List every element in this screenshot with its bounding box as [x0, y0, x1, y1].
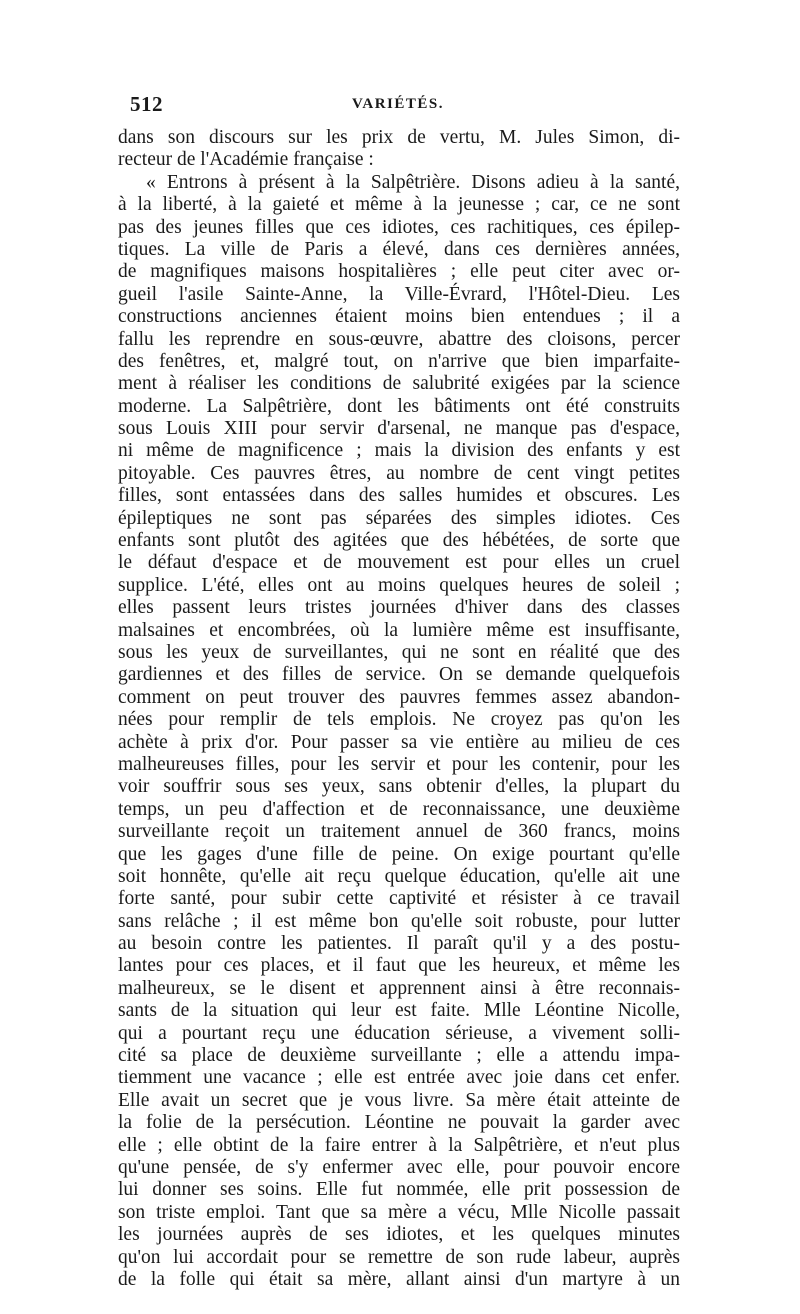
- text-line: que les gages d'une fille de peine. On exige pourtant qu'elle: [118, 843, 680, 865]
- text-line: nées pour remplir de tels emplois. Ne croyez pas qu'on les: [118, 709, 680, 731]
- text-line: gardiennes et des filles de service. On se demande quelquefois: [118, 664, 680, 686]
- body-text: [118, 127, 680, 1314]
- text-line: fallu les reprendre en sous-œuvre, abattre des cloisons, percer: [118, 328, 680, 350]
- text-line: les journées auprès de ses idiotes, et les quelques minutes: [118, 1224, 680, 1246]
- text-line: recteur de l'Académie française :: [118, 149, 374, 171]
- text-line: ni même de magnificence ; mais la division des enfants y est: [118, 440, 680, 462]
- text-line: épileptiques ne sont pas séparées des simples idiotes. Ces: [118, 507, 680, 529]
- text-line: sans relâche ; il est même bon qu'elle soit robuste, pour lutter: [118, 910, 680, 932]
- text-line: de la folle qui était sa mère, allant ainsi d'un martyre à un: [118, 1268, 680, 1290]
- text-line: temps, un peu d'affection et de reconnaissance, une deuxième: [118, 798, 680, 820]
- text-line: qu'on lui accordait pour se remettre de son rude labeur, auprès: [118, 1246, 680, 1268]
- text-line: malheureuses filles, pour les servir et pour les contenir, pour les: [118, 753, 680, 775]
- text-line: malheureux, se le disent et apprennent ainsi à être reconnais-: [118, 977, 680, 999]
- text-line: tiques. La ville de Paris a élevé, dans ces dernières années,: [118, 238, 680, 260]
- text-line: lantes pour ces places, et il faut que les heureux, et même les: [118, 955, 680, 977]
- text-line: pitoyable. Ces pauvres êtres, au nombre de cent vingt petites: [118, 462, 680, 484]
- page-number: 512: [130, 92, 163, 116]
- text-line: lui donner ses soins. Elle fut nommée, elle prit possession de: [118, 1179, 680, 1201]
- running-head: [118, 92, 678, 120]
- text-line: comment on peut trouver des pauvres femmes assez abandon-: [118, 686, 680, 708]
- text-line: tiemment une vacance ; elle est entrée avec joie dans cet enfer.: [118, 1067, 680, 1089]
- text-line: dans son discours sur les prix de vertu, M. Jules Simon, di-: [118, 127, 680, 148]
- text-line: le défaut d'espace et de mouvement est pour elles un cruel: [118, 552, 680, 574]
- text-line: au besoin contre les patientes. Il paraît qu'il y a des postu-: [118, 933, 680, 955]
- text-line: achète à prix d'or. Pour passer sa vie entière au milieu de ces: [118, 731, 680, 753]
- text-line: moderne. La Salpêtrière, dont les bâtiments ont été construits: [118, 395, 680, 417]
- running-title: VARIÉTÉS.: [351, 96, 444, 112]
- text-line: pas des jeunes filles que ces idiotes, ces rachitiques, ces épilep-: [118, 216, 680, 238]
- text-line: de magnifiques maisons hospitalières ; elle peut citer avec or-: [118, 261, 680, 283]
- text-line: sous les yeux de surveillantes, qui ne sont en réalité que des: [118, 641, 680, 663]
- text-line: gueil l'asile Sainte-Anne, la Ville-Évrard, l'Hôtel-Dieu. Les: [118, 283, 680, 305]
- text-line: sants de la situation qui leur est faite. Mlle Léontine Nicolle,: [118, 1000, 680, 1022]
- text-line: soit honnête, qu'elle ait reçu quelque éducation, qu'elle ait une: [118, 865, 680, 887]
- text-line: sous Louis XIII pour servir d'arsenal, ne manque pas d'espace,: [118, 418, 680, 440]
- text-line: Elle avait un secret que je vous livre. Sa mère était atteinte de: [118, 1089, 680, 1111]
- text-line: elles passent leurs tristes journées d'hiver dans des classes: [118, 597, 680, 619]
- text-line: son triste emploi. Tant que sa mère a vécu, Mlle Nicolle passait: [118, 1201, 680, 1223]
- text-line: surveillante reçoit un traitement annuel de 360 francs, moins: [118, 821, 680, 843]
- text-line: « Entrons à présent à la Salpêtrière. Disons adieu à la santé,: [146, 171, 680, 193]
- text-line: constructions anciennes étaient moins bien entendues ; il a: [118, 306, 680, 328]
- text-line: enfants sont plutôt des agitées que des hébétées, de sorte que: [118, 530, 680, 552]
- text-line: elle ; elle obtint de la faire entrer à la Salpêtrière, et n'eut plus: [118, 1134, 680, 1156]
- text-line: à la liberté, à la gaieté et même à la jeunesse ; car, ce ne sont: [118, 194, 680, 216]
- text-line: forte santé, pour subir cette captivité et résister à ce travail: [118, 888, 680, 910]
- text-line: la folie de la persécution. Léontine ne pouvait la garder avec: [118, 1112, 680, 1134]
- text-line: malsaines et encombrées, où la lumière même est insuffisante,: [118, 619, 680, 641]
- text-line: cité sa place de deuxième surveillante ; elle a attendu impa-: [118, 1045, 680, 1067]
- text-line: filles, sont entassées dans des salles humides et obscures. Les: [118, 485, 680, 507]
- text-line: voir souffrir sous ses yeux, sans obtenir d'elles, la plupart du: [118, 776, 680, 798]
- text-line: supplice. L'été, elles ont au moins quelques heures de soleil ;: [118, 574, 680, 596]
- text-line: qu'une pensée, de s'y enfermer avec elle, pour pouvoir encore: [118, 1156, 680, 1178]
- text-line: [118, 1291, 680, 1313]
- text-line: des fenêtres, et, malgré tout, on n'arrive que bien imparfaite-: [118, 350, 680, 372]
- text-line: ment à réaliser les conditions de salubrité exigées par la science: [118, 373, 680, 395]
- text-line: qui a pourtant reçu une éducation sérieuse, a vivement solli-: [118, 1022, 680, 1044]
